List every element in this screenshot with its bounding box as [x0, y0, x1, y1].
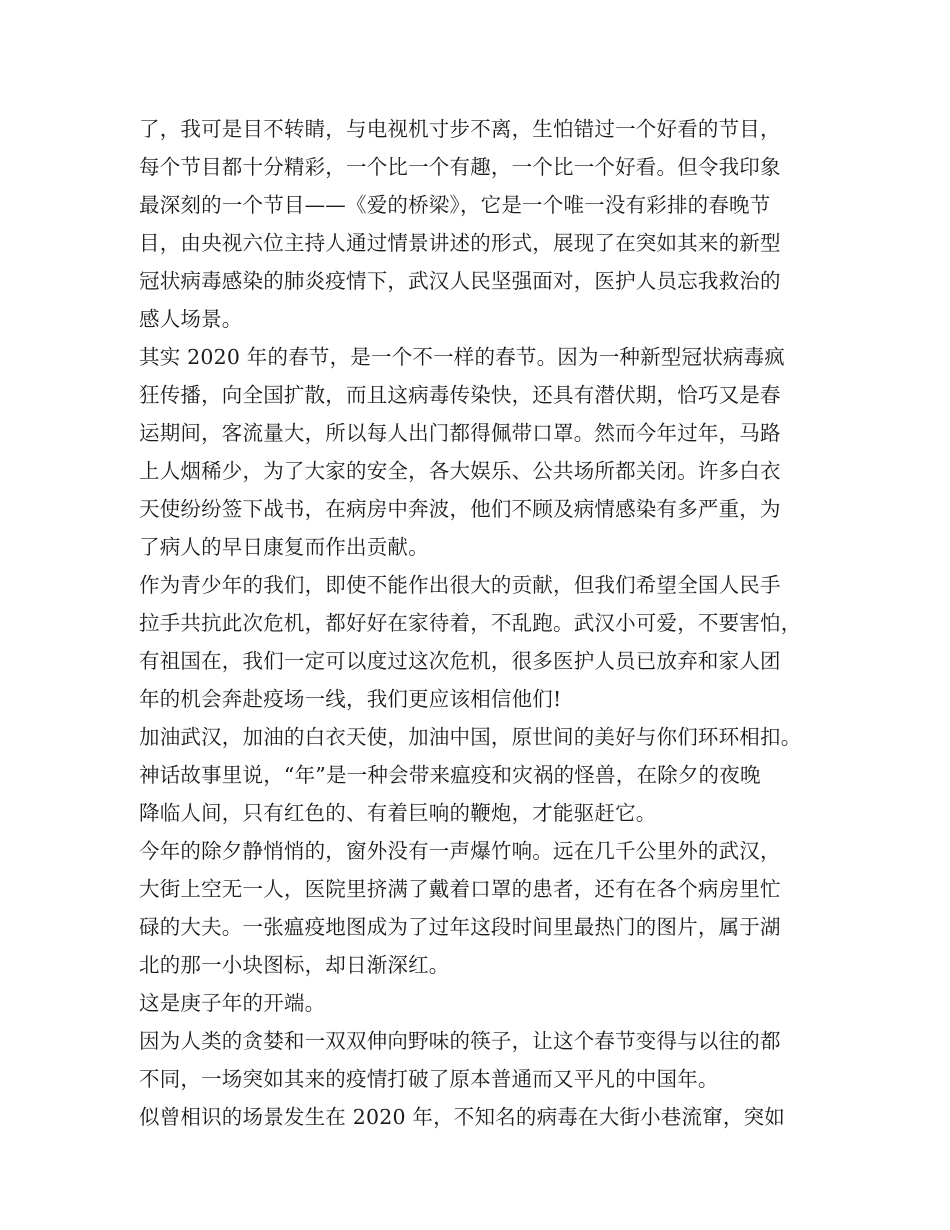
text-line: 狂传播，向全国扩散，而且这病毒传染快，还具有潜伏期，恰巧又是春: [139, 383, 781, 407]
paragraph: [139, 718, 839, 756]
text-line: 拉手共抗此次危机，都好好在家待着，不乱跑。武汉小可爱，不要害怕，: [139, 611, 802, 635]
paragraph: [139, 566, 839, 718]
text-line: 不同，一场突如其来的疫情打破了原本普通而又平凡的中国年。: [139, 1067, 719, 1091]
text-line: 感人场景。: [139, 307, 243, 331]
text-line: 今年的除夕静悄悄的，窗外没有一声爆竹响。远在几千公里外的武汉，: [139, 839, 781, 863]
text-line: 北的那一小块图标，却日渐深红。: [139, 953, 450, 977]
text-line: 上人烟稀少，为了大家的安全，各大娱乐、公共场所都关闭。许多白衣: [139, 459, 781, 483]
text-line: 其实 2020 年的春节，是一个不一样的春节。因为一种新型冠状病毒疯: [139, 345, 786, 369]
paragraph: [139, 832, 839, 984]
text-line: 年的机会奔赴疫场一线，我们更应该相信他们!: [139, 687, 562, 711]
text-line: 大街上空无一人，医院里挤满了戴着口罩的患者，还有在各个病房里忙: [139, 877, 781, 901]
text-line: 因为人类的贪婪和一双双伸向野味的筷子，让这个春节变得与以往的都: [139, 1029, 781, 1053]
text-line: 加油武汉，加油的白衣天使，加油中国，原世间的美好与你们环环相扣。: [139, 725, 802, 749]
text-line: 降临人间，只有红色的、有着巨响的鞭炮，才能驱赶它。: [139, 801, 657, 825]
text-line: 目，由央视六位主持人通过情景讲述的形式，展现了在突如其来的新型: [139, 231, 781, 255]
text-line: 冠状病毒感染的肺炎疫情下，武汉人民坚强面对，医护人员忘我救治的: [139, 269, 781, 293]
text-line: 神话故事里说，“年”是一种会带来瘟疫和灾祸的怪兽，在除夕的夜晚: [139, 763, 761, 787]
paragraph: [139, 756, 839, 832]
paragraph: [139, 1098, 839, 1136]
paragraph: [139, 110, 839, 338]
text-line: 有祖国在，我们一定可以度过这次危机，很多医护人员已放弃和家人团: [139, 649, 781, 673]
paragraph: [139, 984, 839, 1022]
paragraph: [139, 1022, 839, 1098]
text-line: 似曾相识的场景发生在 2020 年，不知名的病毒在大街小巷流窜，突如: [139, 1105, 786, 1129]
text-line: 作为青少年的我们，即使不能作出很大的贡献，但我们希望全国人民手: [139, 573, 781, 597]
text-line: 碌的大夫。一张瘟疫地图成为了过年这段时间里最热门的图片，属于湖: [139, 915, 781, 939]
text-line: 天使纷纷签下战书，在病房中奔波，他们不顾及病情感染有多严重，为: [139, 497, 781, 521]
document-body: [139, 110, 839, 1136]
text-line: 这是庚子年的开端。: [139, 991, 326, 1015]
text-line: 了，我可是目不转睛，与电视机寸步不离，生怕错过一个好看的节目，: [139, 117, 781, 141]
text-line: 运期间，客流量大，所以每人出门都得佩带口罩。然而今年过年，马路: [139, 421, 781, 445]
text-line: 每个节目都十分精彩，一个比一个有趣，一个比一个好看。但令我印象: [139, 155, 781, 179]
text-line: 最深刻的一个节目——《爱的桥梁》，它是一个唯一没有彩排的春晚节: [139, 193, 771, 217]
paragraph: [139, 338, 839, 566]
text-line: 了病人的早日康复而作出贡献。: [139, 535, 429, 559]
